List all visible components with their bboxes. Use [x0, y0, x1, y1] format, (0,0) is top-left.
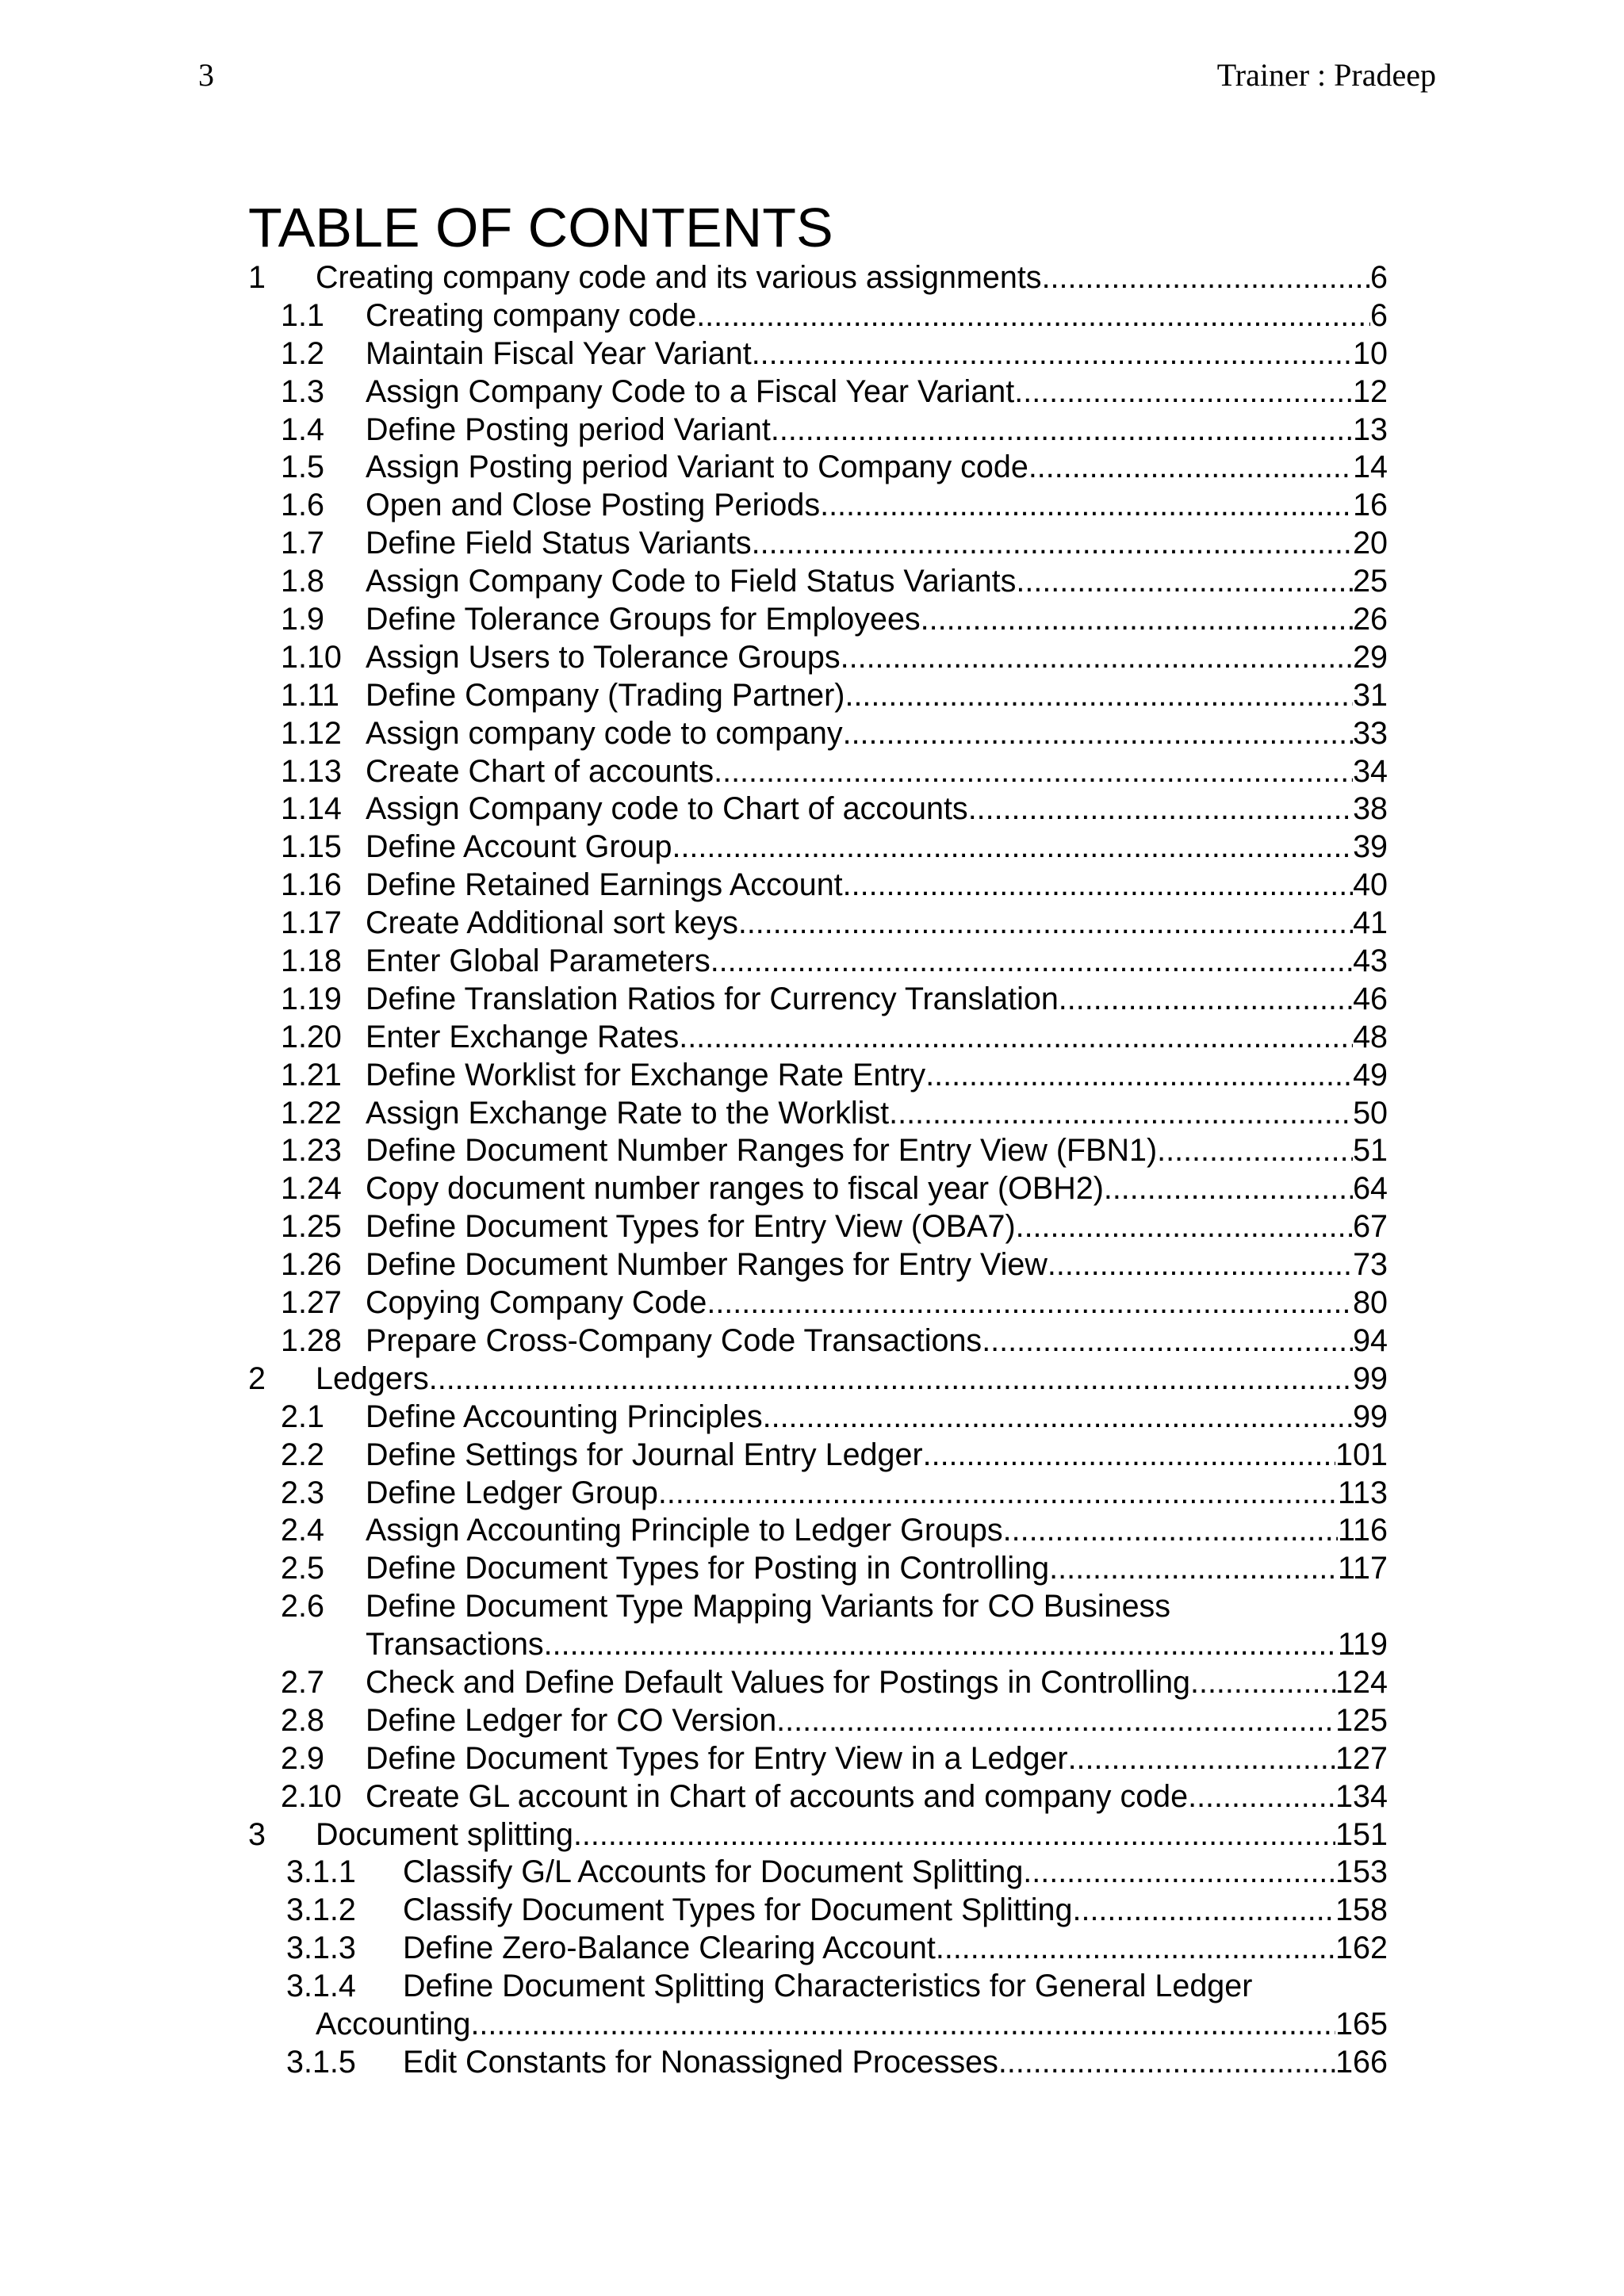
toc-entry-page: 25: [1353, 564, 1388, 599]
toc-entry-title: Define Settings for Journal Entry Ledger: [366, 1437, 923, 1472]
dot-leader: [738, 905, 1353, 943]
dot-leader: [707, 1284, 1353, 1322]
toc-entry[interactable]: [248, 1588, 1388, 1664]
toc-entry[interactable]: [248, 1664, 1388, 1702]
toc-entry[interactable]: [248, 943, 1388, 981]
toc-entry-title: Ledgers: [316, 1360, 429, 1396]
toc-entry[interactable]: [248, 1322, 1388, 1360]
toc-entry-title: Copying Company Code: [366, 1285, 707, 1321]
toc-entry-page: 12: [1353, 373, 1388, 409]
toc-entry-number: 2.8: [281, 1702, 324, 1738]
toc-entry-title: Create GL account in Chart of accounts and company code: [366, 1778, 1189, 1814]
dot-leader: [1059, 981, 1353, 1019]
toc-entry-number: 1.22: [281, 1095, 342, 1131]
toc-entry-page: 124: [1335, 1664, 1388, 1700]
toc-entry[interactable]: [248, 563, 1388, 601]
toc-entry-number: 2: [248, 1360, 266, 1396]
toc-entry[interactable]: [248, 867, 1388, 905]
toc-entry[interactable]: [248, 1246, 1388, 1284]
toc-entry[interactable]: [248, 1778, 1388, 1816]
toc-entry-title: Assign Accounting Principle to Ledger Groups: [366, 1513, 1003, 1548]
toc-entry-number: 1.8: [281, 564, 324, 599]
toc-entry-page: 46: [1353, 981, 1388, 1016]
toc-entry-number: 1.23: [281, 1133, 342, 1169]
toc-entry-page: 16: [1353, 488, 1388, 523]
toc-entry-title: Assign Company Code to Field Status Variants: [366, 564, 1017, 599]
toc-entry[interactable]: [248, 1095, 1388, 1133]
toc-entry-number: 3.1.5: [286, 2044, 356, 2080]
toc-entry-number: 3.1.1: [286, 1854, 356, 1890]
toc-entry-page: 94: [1353, 1322, 1388, 1358]
toc-entry[interactable]: [248, 1854, 1388, 1892]
dot-leader: [1157, 1132, 1353, 1170]
dot-leader: [921, 601, 1353, 639]
toc-entry-number: 1.19: [281, 981, 342, 1016]
dot-leader: [696, 297, 1370, 335]
toc-entry-page: 134: [1335, 1778, 1388, 1814]
toc-entry-number: 1.21: [281, 1057, 342, 1093]
dot-leader: [763, 1399, 1353, 1437]
toc-entry-number: 1.12: [281, 715, 342, 751]
toc-entry-title-continued: Accounting: [316, 2006, 471, 2042]
toc-entry-number: 3.1.3: [286, 1931, 356, 1966]
dot-leader: [752, 525, 1353, 563]
dot-leader: [889, 1095, 1353, 1133]
dot-leader: [923, 1437, 1335, 1475]
toc-entry[interactable]: [248, 525, 1388, 563]
toc-entry-page: 158: [1335, 1892, 1388, 1928]
toc-entry-page: 10: [1353, 335, 1388, 371]
dot-leader: [1049, 1550, 1338, 1588]
toc-entry-page: 40: [1353, 867, 1388, 903]
toc-entry-number: 1.6: [281, 488, 324, 523]
toc-entry-page: 26: [1353, 602, 1388, 637]
toc-entry[interactable]: [248, 335, 1388, 373]
toc-entry[interactable]: [248, 297, 1388, 335]
toc-entry-title: Define Document Types for Posting in Controlling: [366, 1551, 1050, 1586]
toc-entry[interactable]: [248, 790, 1388, 828]
toc-entry-number: 1.4: [281, 411, 324, 447]
toc-entry[interactable]: [248, 1512, 1388, 1550]
toc-entry[interactable]: [248, 639, 1388, 677]
toc-entry-title: Define Field Status Variants: [366, 526, 752, 561]
toc-entry-number: 1: [248, 260, 266, 295]
toc-entry-title: Assign Company Code to a Fiscal Year Variant: [366, 373, 1015, 409]
toc-entry-page: 80: [1353, 1285, 1388, 1321]
toc-entry-page: 153: [1335, 1854, 1388, 1890]
toc-entry[interactable]: [248, 1550, 1388, 1588]
toc-entry-title: Define Document Splitting Characteristics for General Ledger: [403, 1969, 1253, 2004]
toc-entry-title: Define Document Type Mapping Variants for CO Business: [366, 1589, 1171, 1624]
toc-entry-number: 2.9: [281, 1740, 324, 1776]
toc-entry-title: Define Document Number Ranges for Entry View: [366, 1247, 1048, 1283]
toc-entry-title: Enter Exchange Rates: [366, 1019, 680, 1054]
dot-leader: [1023, 1854, 1335, 1892]
dot-leader: [710, 943, 1353, 981]
toc-entry-title: Define Ledger for CO Version: [366, 1702, 777, 1738]
dot-leader: [1104, 1170, 1353, 1208]
dot-leader: [1014, 373, 1353, 411]
trainer-header: Trainer : Pradeep: [1216, 57, 1436, 93]
toc-entry-title: Define Tolerance Groups for Employees: [366, 602, 921, 637]
toc-entry-number: 1.17: [281, 905, 342, 941]
toc-entry[interactable]: [248, 1170, 1388, 1208]
toc-entry-page: 31: [1353, 677, 1388, 713]
toc-entry-number: 1.9: [281, 602, 324, 637]
toc-entry-page: 67: [1353, 1209, 1388, 1245]
toc-entry-page: 29: [1353, 639, 1388, 675]
toc-entry-number: 1.14: [281, 791, 342, 827]
toc-entry-number: 2.5: [281, 1551, 324, 1586]
toc-entry-number: 3.1.4: [286, 1969, 356, 2004]
toc-entry-title: Define Zero-Balance Clearing Account: [403, 1931, 936, 1966]
toc-entry-page: 117: [1338, 1551, 1388, 1586]
toc-entry-number: 2.7: [281, 1664, 324, 1700]
dot-leader: [925, 1057, 1353, 1095]
toc-entry-title: Assign Users to Tolerance Groups: [366, 639, 841, 675]
toc-entry-page: 43: [1353, 943, 1388, 979]
toc-entry-title: Define Document Types for Entry View (OBA7): [366, 1209, 1016, 1245]
toc-entry-title: Define Worklist for Exchange Rate Entry: [366, 1057, 926, 1093]
toc-entry-title: Classify Document Types for Document Splitting: [403, 1892, 1073, 1928]
toc-entry-number: 1.13: [281, 753, 342, 789]
toc-entry-page: 41: [1353, 905, 1388, 941]
toc-entry[interactable]: [248, 449, 1388, 487]
dot-leader: [982, 1322, 1353, 1360]
toc-entry-page: 64: [1353, 1171, 1388, 1207]
toc-entry-number: 1.28: [281, 1322, 342, 1358]
toc-entry-number: 1.26: [281, 1247, 342, 1283]
toc-entry-page: 119: [1338, 1627, 1388, 1663]
toc-entry[interactable]: [248, 487, 1388, 525]
dot-leader: [936, 1930, 1335, 1968]
toc-entry-page: 6: [1370, 260, 1388, 295]
dot-leader: [714, 753, 1353, 791]
toc-entry-title: Check and Define Default Values for Postings in Controlling: [366, 1664, 1190, 1700]
toc-entry[interactable]: [248, 2044, 1388, 2082]
dot-leader: [1073, 1892, 1336, 1930]
toc-entry[interactable]: [248, 1360, 1388, 1399]
toc-entry[interactable]: [248, 1816, 1388, 1854]
dot-leader: [776, 1702, 1335, 1740]
toc-entry[interactable]: [248, 601, 1388, 639]
toc-entry-number: 1.7: [281, 526, 324, 561]
toc-entry-page: 34: [1353, 753, 1388, 789]
toc-entry-title: Classify G/L Accounts for Document Splitting: [403, 1854, 1024, 1890]
toc-entry-title: Enter Global Parameters: [366, 943, 710, 979]
toc-entry-title: Define Ledger Group: [366, 1475, 658, 1510]
dot-leader: [544, 1626, 1338, 1664]
dot-leader: [771, 411, 1353, 450]
dot-leader: [1016, 563, 1353, 601]
toc-entry[interactable]: [248, 1132, 1388, 1170]
toc-entry-page: 51: [1353, 1133, 1388, 1169]
toc-entry[interactable]: [248, 1702, 1388, 1740]
toc-entry-title: Define Posting period Variant: [366, 411, 771, 447]
toc-entry[interactable]: [248, 1968, 1388, 2044]
toc-entry-title: Open and Close Posting Periods: [366, 488, 821, 523]
toc-entry[interactable]: [248, 1437, 1388, 1475]
toc-entry-title: Creating company code and its various assignments: [316, 260, 1042, 295]
toc-entry[interactable]: [248, 1208, 1388, 1246]
toc-entry-title: Assign Posting period Variant to Company code: [366, 450, 1028, 485]
dot-leader: [1188, 1778, 1335, 1816]
toc-entry-title: Create Chart of accounts: [366, 753, 714, 789]
toc-entry-title: Define Account Group: [366, 829, 672, 865]
dot-leader: [845, 677, 1353, 715]
toc-entry-number: 2.10: [281, 1778, 342, 1814]
toc-entry-title: Assign Exchange Rate to the Worklist: [366, 1095, 890, 1131]
toc-entry-number: 2.6: [281, 1589, 324, 1624]
dot-leader: [820, 487, 1353, 525]
toc-entry[interactable]: [248, 1057, 1388, 1095]
toc-entry-title: Edit Constants for Nonassigned Processes: [403, 2044, 998, 2080]
dot-leader: [1003, 1512, 1338, 1550]
toc-entry[interactable]: [248, 1019, 1388, 1057]
toc-entry[interactable]: [248, 411, 1388, 450]
toc-entry-number: 1.11: [281, 677, 339, 713]
toc-entry-title: Assign company code to company: [366, 715, 843, 751]
toc-entry-title: Define Document Types for Entry View in a Ledger: [366, 1740, 1068, 1776]
toc-entry[interactable]: [248, 1740, 1388, 1778]
table-of-contents: [248, 259, 1388, 2082]
toc-entry-number: 2.2: [281, 1437, 324, 1472]
dot-leader: [841, 639, 1353, 677]
toc-entry-page: 162: [1335, 1931, 1388, 1966]
toc-entry[interactable]: [248, 1930, 1388, 1968]
toc-entry[interactable]: [248, 905, 1388, 943]
toc-entry-page: 113: [1338, 1475, 1388, 1510]
toc-entry-title: Document splitting: [316, 1816, 573, 1852]
toc-entry[interactable]: [248, 715, 1388, 753]
dot-leader: [573, 1816, 1335, 1854]
dot-leader: [679, 1019, 1353, 1057]
toc-entry-number: 1.2: [281, 335, 324, 371]
toc-entry-page: 151: [1335, 1816, 1388, 1852]
toc-entry-page: 99: [1353, 1360, 1388, 1396]
toc-entry-title: Creating company code: [366, 297, 697, 333]
toc-entry-page: 33: [1353, 715, 1388, 751]
toc-entry-number: 2.1: [281, 1399, 324, 1434]
toc-entry-title: Define Retained Earnings Account: [366, 867, 843, 903]
toc-entry-page: 165: [1335, 2006, 1388, 2042]
toc-entry-page: 13: [1353, 411, 1388, 447]
toc-entry[interactable]: [248, 1284, 1388, 1322]
toc-entry[interactable]: [248, 373, 1388, 411]
dot-leader: [1048, 1246, 1353, 1284]
toc-entry-page: 48: [1353, 1019, 1388, 1054]
dot-leader: [843, 867, 1353, 905]
toc-entry-page: 127: [1335, 1740, 1388, 1776]
toc-entry-title: Copy document number ranges to fiscal year (OBH2): [366, 1171, 1104, 1207]
toc-entry-page: 101: [1335, 1437, 1388, 1472]
dot-leader: [1016, 1208, 1353, 1246]
toc-entry-title: Define Accounting Principles: [366, 1399, 763, 1434]
toc-entry-page: 38: [1353, 791, 1388, 827]
page-title: TABLE OF CONTENTS: [248, 197, 833, 258]
toc-entry[interactable]: [248, 677, 1388, 715]
toc-entry-number: 1.20: [281, 1019, 342, 1054]
toc-entry-page: 166: [1335, 2044, 1388, 2080]
dot-leader: [470, 2006, 1335, 2044]
toc-entry-page: 14: [1353, 450, 1388, 485]
toc-entry-page: 73: [1353, 1247, 1388, 1283]
dot-leader: [429, 1360, 1353, 1399]
toc-entry-page: 6: [1370, 297, 1388, 333]
toc-entry-title-continued: Transactions: [366, 1627, 544, 1663]
dot-leader: [968, 790, 1353, 828]
toc-entry-number: 1.10: [281, 639, 342, 675]
toc-entry-page: 49: [1353, 1057, 1388, 1093]
toc-entry[interactable]: [248, 1892, 1388, 1930]
toc-entry-number: 2.4: [281, 1513, 324, 1548]
toc-entry-title: Maintain Fiscal Year Variant: [366, 335, 752, 371]
dot-leader: [658, 1475, 1338, 1513]
toc-entry-title: Define Company (Trading Partner): [366, 677, 845, 713]
toc-entry-title: Define Document Number Ranges for Entry View (FBN1): [366, 1133, 1158, 1169]
toc-entry-number: 3: [248, 1816, 266, 1852]
toc-entry[interactable]: [248, 753, 1388, 791]
toc-entry-number: 3.1.2: [286, 1892, 356, 1928]
toc-entry-number: 1.18: [281, 943, 342, 979]
toc-entry-number: 1.1: [281, 297, 324, 333]
toc-entry-number: 1.25: [281, 1209, 342, 1245]
dot-leader: [752, 335, 1353, 373]
dot-leader: [672, 828, 1353, 867]
dot-leader: [1028, 449, 1353, 487]
toc-entry-page: 99: [1353, 1399, 1388, 1434]
toc-entry-number: 1.15: [281, 829, 342, 865]
dot-leader: [1042, 259, 1370, 297]
toc-entry-page: 20: [1353, 526, 1388, 561]
toc-entry-number: 1.3: [281, 373, 324, 409]
toc-entry-page: 50: [1353, 1095, 1388, 1131]
toc-entry-number: 2.3: [281, 1475, 324, 1510]
toc-entry-title: Create Additional sort keys: [366, 905, 738, 941]
toc-entry-number: 1.16: [281, 867, 342, 903]
dot-leader: [1068, 1740, 1336, 1778]
dot-leader: [998, 2044, 1335, 2082]
toc-entry-number: 1.5: [281, 450, 324, 485]
toc-entry[interactable]: [248, 981, 1388, 1019]
toc-entry-title: Define Translation Ratios for Currency Translation: [366, 981, 1059, 1016]
toc-entry-page: 39: [1353, 829, 1388, 865]
toc-entry[interactable]: [248, 259, 1388, 297]
toc-entry-number: 1.24: [281, 1171, 342, 1207]
toc-entry-title: Prepare Cross-Company Code Transactions: [366, 1322, 982, 1358]
dot-leader: [1190, 1664, 1335, 1702]
toc-entry-title: Assign Company code to Chart of accounts: [366, 791, 968, 827]
toc-entry[interactable]: [248, 828, 1388, 867]
page-number: 3: [198, 57, 214, 93]
dot-leader: [843, 715, 1353, 753]
toc-entry-page: 125: [1335, 1702, 1388, 1738]
toc-entry[interactable]: [248, 1475, 1388, 1513]
toc-entry-number: 1.27: [281, 1285, 342, 1321]
toc-entry-page: 116: [1338, 1513, 1388, 1548]
toc-entry[interactable]: [248, 1399, 1388, 1437]
